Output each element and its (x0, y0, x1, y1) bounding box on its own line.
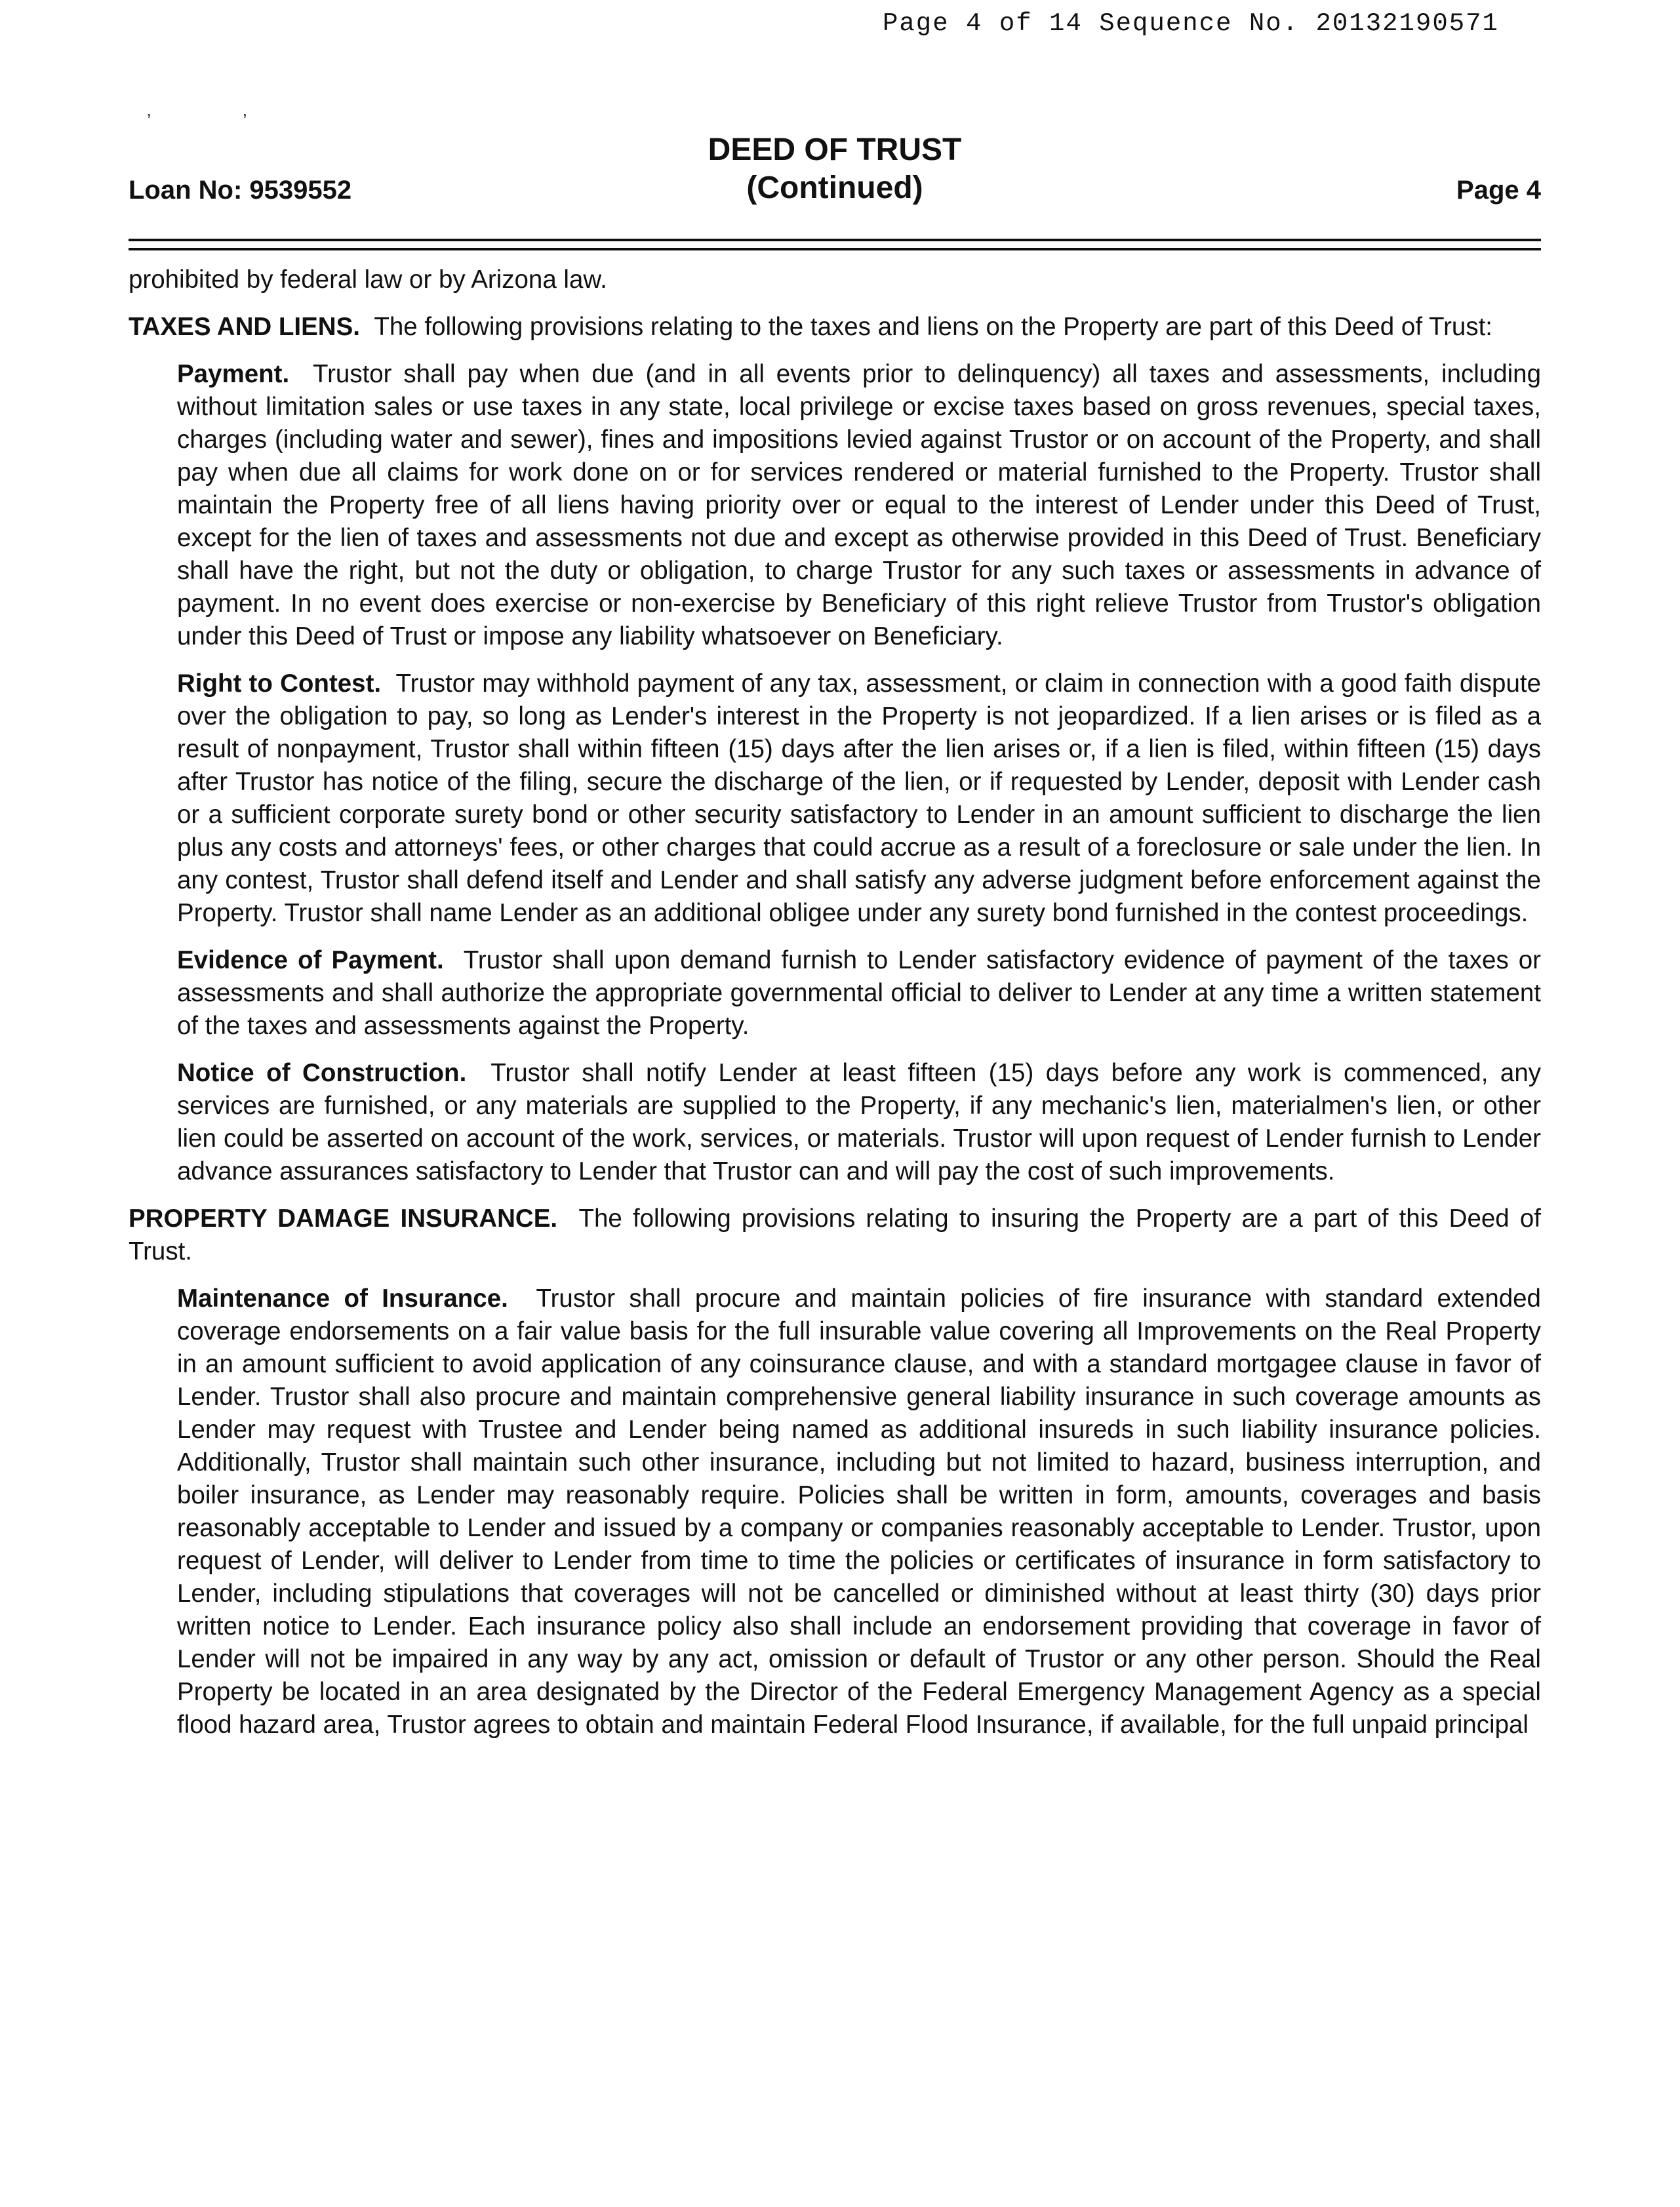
page-number: Page 4 (1456, 176, 1541, 205)
contest-paragraph (129, 667, 1541, 930)
loan-number: Loan No: 9539552 (129, 176, 352, 205)
taxes-section (129, 311, 1541, 344)
header-rule-top (129, 239, 1541, 241)
insurance-heading: PROPERTY DAMAGE INSURANCE. (129, 1204, 558, 1233)
title-line-1: DEED OF TRUST (708, 132, 962, 167)
payment-text: Trustor shall pay when due (and in all events prior to delinquency) all taxes and assessments, including without limitation sales or use taxes in any state, local privilege or excise taxes based on gross revenues, special taxes, charges (including water and sewer), fines and impositions levied against Trustor or on account of the Property, and shall pay when due all claims for work done on or for services rendered or material furnished to the Property. Trustor shall maintain the Property free of all liens having priority over or equal to the interest of Lender under this Deed of Trust, except for the lien of taxes and assessments not due and except as otherwise provided in this Deed of Trust. Beneficiary shall have the right, but not the duty or obligation, to charge Trustor for any such taxes or assessments in advance of payment. In no event does exercise or non-exercise by Beneficiary of this right relieve Trustor from Trustor's obligation under this Deed of Trust or impose any liability whatsoever on Beneficiary. (177, 360, 1541, 650)
document-title (129, 131, 1541, 207)
maintenance-paragraph (129, 1282, 1541, 1741)
evidence-paragraph (129, 944, 1541, 1043)
construction-paragraph (129, 1057, 1541, 1188)
contest-text: Trustor may withhold payment of any tax, assessment, or claim in connection with a good faith dispute over the obligation to pay, so long as Lender's interest in the Property is not jeopardized. If a lien arises or is filed as a result of nonpayment, Trustor shall within fifteen (15) days after the lien arises or, if a lien is filed, within fifteen (15) days after Trustor has notice of the filing, secure the discharge of the lien, or if requested by Lender, deposit with Lender cash or a sufficient corporate surety bond or other security satisfactory to Lender in an amount sufficient to discharge the lien plus any costs and attorneys' fees, or other charges that could accrue as a result of a foreclosure or sale under the lien. In any contest, Trustor shall defend itself and Lender and shall satisfy any adverse judgment before enforcement against the Property. Trustor shall name Lender as an additional obligee under any surety bond furnished in the contest proceedings. (177, 669, 1541, 927)
intro-paragraph (129, 264, 1541, 296)
scan-specks: ’ ’ (147, 110, 247, 130)
maintenance-text: Trustor shall procure and maintain policies of fire insurance with standard extended coverage endorsements on a fair value basis for the full insurable value covering all Improvements on the Real Property in an amount sufficient to avoid application of any coinsurance clause, and with a standard mortgagee clause in favor of Lender. Trustor shall also procure and maintain comprehensive general liability insurance in such coverage amounts as Lender may request with Trustee and Lender being named as additional insureds in such liability insurance policies. Additionally, Trustor shall maintain such other insurance, including but not limited to hazard, business interruption, and boiler insurance, as Lender may reasonably require. Policies shall be written in form, amounts, coverages and basis reasonably acceptable to Lender and issued by a company or companies reasonably acceptable to Lender. Trustor, upon request of Lender, will deliver to Lender from time to time the policies or certificates of insurance in form satisfactory to Lender, including stipulations that coverages will not be cancelled or diminished without at least thirty (30) days prior written notice to Lender. Each insurance policy also shall include an endorsement providing that coverage in favor of Lender will not be impaired in any way by any act, omission or default of Trustor or any other person. Should the Real Property be located in an area designated by the Director of the Federal Emergency Management Agency as a special flood hazard area, Trustor agrees to obtain and maintain Federal Flood Insurance, if available, for the full unpaid principal (177, 1284, 1541, 1739)
maintenance-label: Maintenance of Insurance. (177, 1284, 508, 1313)
taxes-text: The following provisions relating to the taxes and liens on the Property are part of this Deed of Trust: (374, 313, 1492, 341)
insurance-section (129, 1203, 1541, 1268)
intro-text: prohibited by federal law or by Arizona law. (129, 266, 607, 294)
taxes-heading: TAXES AND LIENS. (129, 313, 360, 341)
payment-paragraph (129, 358, 1541, 653)
payment-label: Payment. (177, 360, 290, 388)
title-line-2: (Continued) (746, 170, 923, 205)
construction-text: Trustor shall notify Lender at least fifteen (15) days before any work is commenced, any services are furnished, or any materials are supplied to the Property, if any mechanic's lien, materialmen's lien, or other lien could be asserted on account of the work, services, or materials. Trustor will upon request of Lender furnish to Lender advance assurances satisfactory to Lender that Trustor can and will pay the cost of such improvements. (177, 1059, 1541, 1185)
construction-label: Notice of Construction. (177, 1059, 467, 1087)
document-header (129, 131, 1541, 216)
insurance-text: The following provisions relating to insuring the Property are a part of this Deed of Trust. (129, 1204, 1541, 1265)
contest-label: Right to Contest. (177, 669, 382, 698)
document-body (129, 264, 1541, 1756)
header-rule-bottom (129, 248, 1541, 250)
page-sequence-stamp: Page 4 of 14 Sequence No. 20132190571 (883, 9, 1499, 38)
evidence-text: Trustor shall upon demand furnish to Lender satisfactory evidence of payment of the taxes or assessments and shall authorize the appropriate governmental official to deliver to Lender at any time a written statement of the taxes and assessments against the Property. (177, 946, 1541, 1040)
evidence-label: Evidence of Payment. (177, 946, 444, 974)
